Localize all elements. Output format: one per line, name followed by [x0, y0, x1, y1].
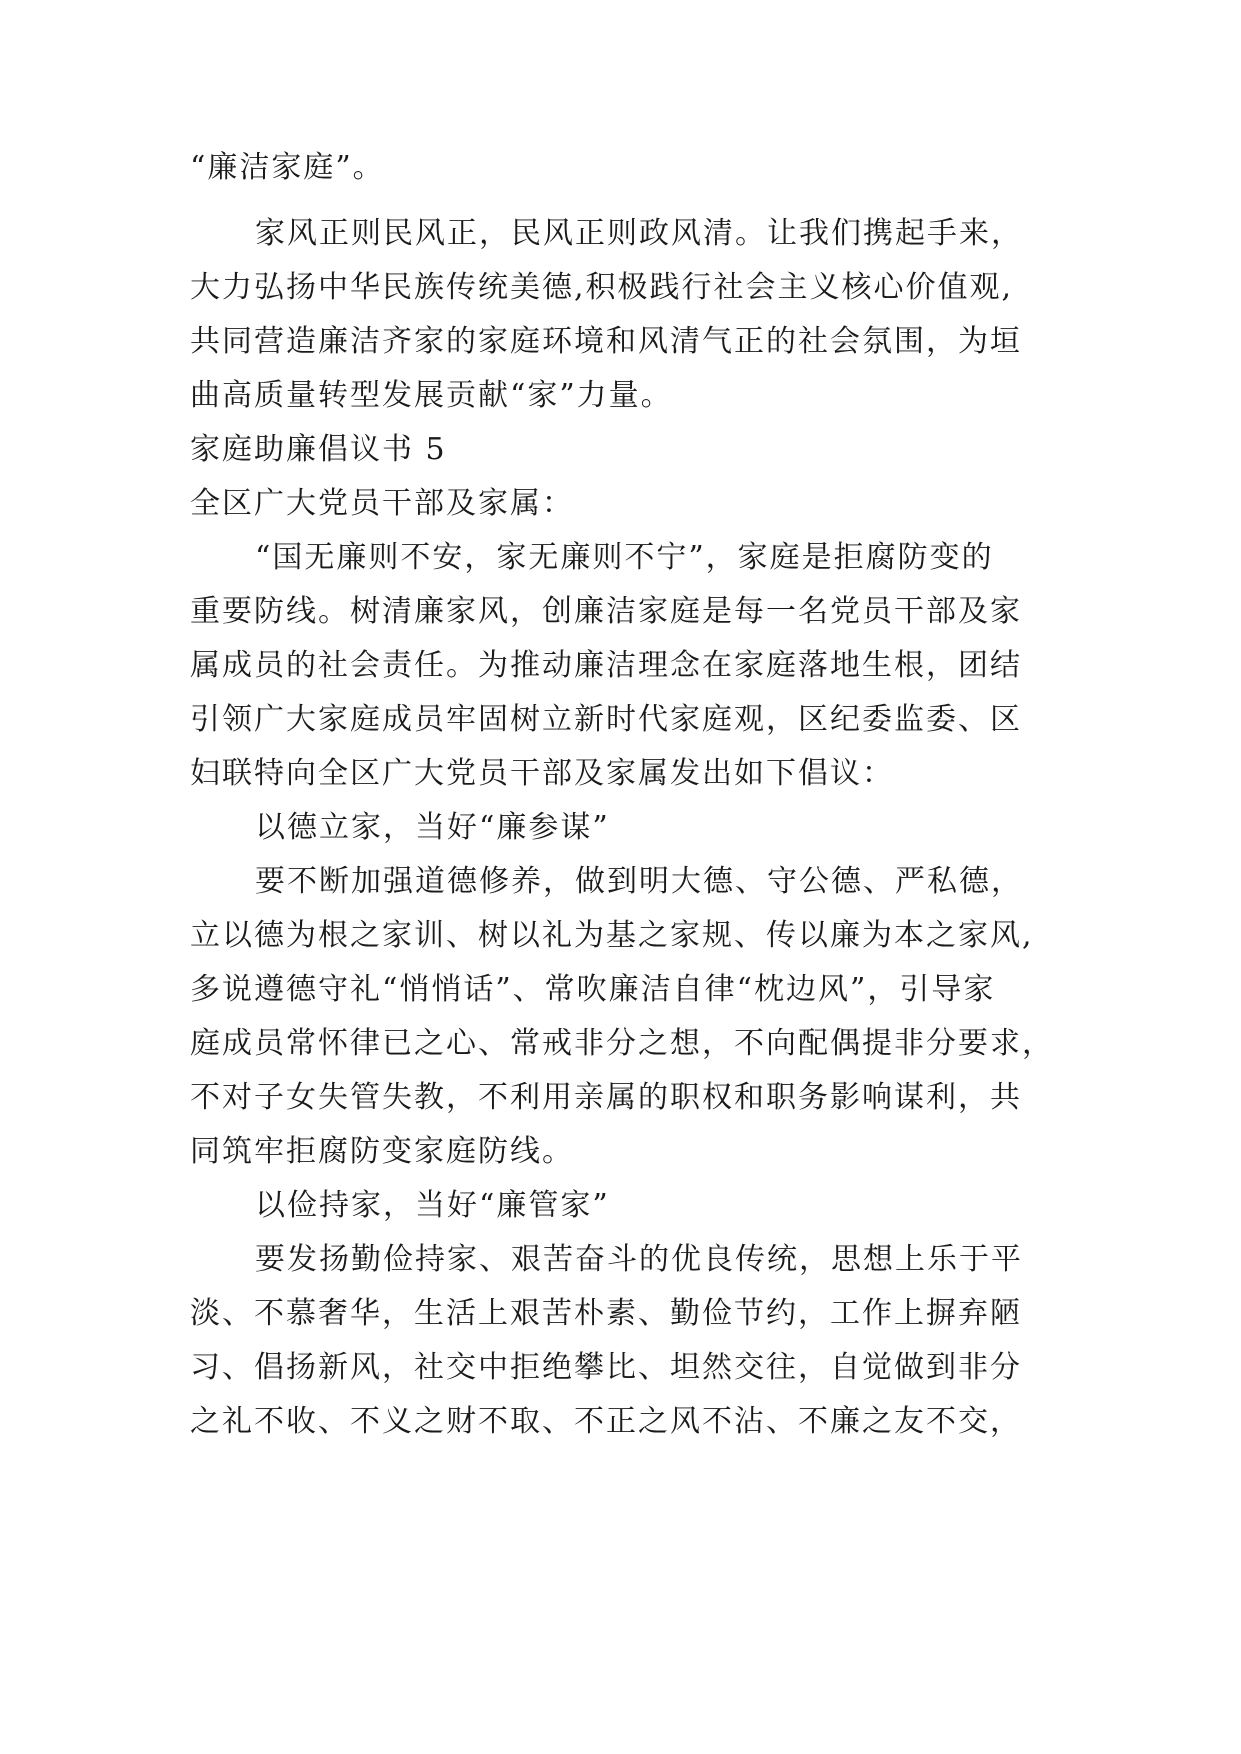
text-line: 重要防线。树清廉家风，创廉洁家庭是每一名党员干部及家 [190, 594, 1022, 629]
text-line: 淡、不慕奢华，生活上艰苦朴素、勤俭节约，工作上摒弃陋 [190, 1296, 1022, 1331]
text-line: 大力弘扬中华民族传统美德,积极践行社会主义核心价值观, [190, 270, 1014, 305]
text-line: 属成员的社会责任。为推动廉洁理念在家庭落地生根，团结 [190, 648, 1022, 683]
text-line: 妇联特向全区广大党员干部及家属发出如下倡议： [190, 756, 894, 791]
text-line: 多说遵德守礼“悄悄话”、常吹廉洁自律“枕边风”，引导家 [190, 972, 996, 1007]
text-line: “廉洁家庭”。 [190, 150, 385, 185]
salutation: 全区广大党员干部及家属： [190, 486, 574, 521]
paragraph-line: 要发扬勤俭持家、艰苦奋斗的优良传统，思想上乐于平 [255, 1242, 1023, 1277]
text-line: 不对子女失管失教，不利用亲属的职权和职务影响谋利，共 [190, 1080, 1022, 1115]
section-heading: 家庭助廉倡议书 5 [190, 432, 447, 467]
text-line: 庭成员常怀律已之心、常戒非分之想，不向配偶提非分要求， [190, 1026, 1054, 1061]
paragraph-line: 要不断加强道德修养，做到明大德、守公德、严私德， [255, 864, 1023, 899]
subheading: 以俭持家，当好“廉管家” [255, 1188, 610, 1223]
paragraph-line: 家风正则民风正，民风正则政风清。让我们携起手来， [255, 216, 1023, 251]
text-line: 曲高质量转型发展贡献“家”力量。 [190, 378, 673, 413]
text-line: 共同营造廉洁齐家的家庭环境和风清气正的社会氛围，为垣 [190, 324, 1022, 359]
text-line: 之礼不收、不义之财不取、不正之风不沾、不廉之友不交， [190, 1404, 1022, 1439]
text-line: 习、倡扬新风，社交中拒绝攀比、坦然交往，自觉做到非分 [190, 1350, 1022, 1385]
paragraph-line: “国无廉则不安，家无廉则不宁”，家庭是拒腐防变的 [255, 540, 994, 575]
subheading: 以德立家，当好“廉参谋” [255, 810, 610, 845]
text-line: 立以德为根之家训、树以礼为基之家规、传以廉为本之家风, [190, 918, 1034, 953]
text-line: 引领广大家庭成员牢固树立新时代家庭观，区纪委监委、区 [190, 702, 1022, 737]
text-line: 同筑牢拒腐防变家庭防线。 [190, 1134, 574, 1169]
